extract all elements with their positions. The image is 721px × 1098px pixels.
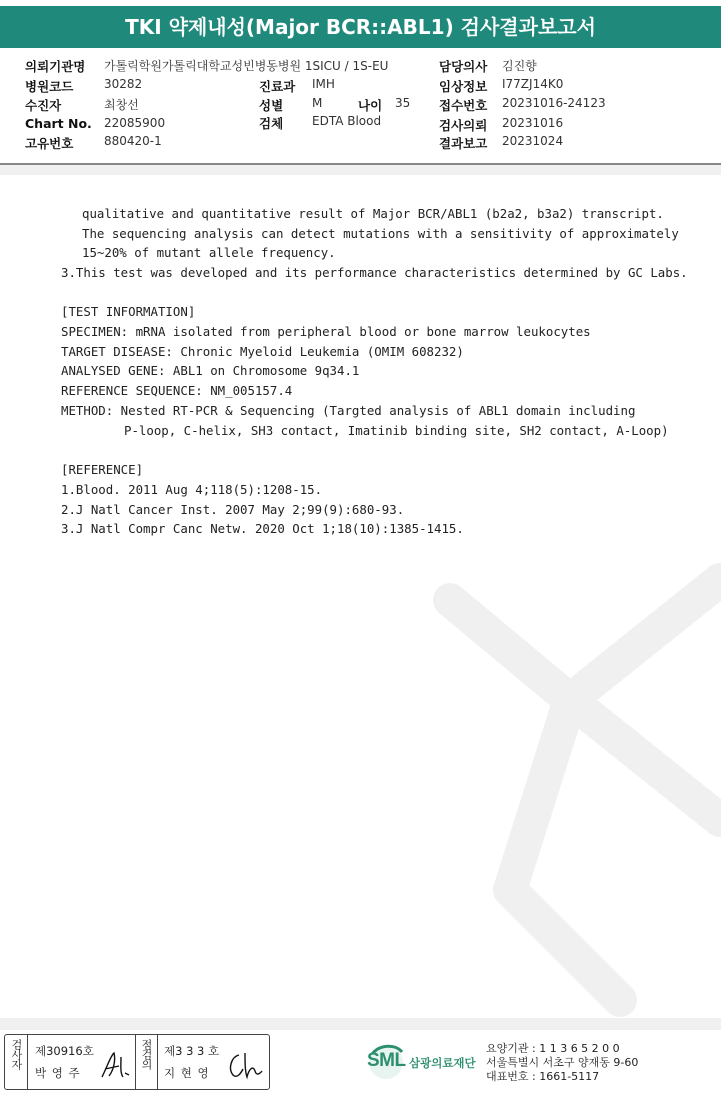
footer-divider	[0, 1018, 721, 1030]
body-line: REFERENCE SEQUENCE: NM_005157.4	[61, 383, 293, 398]
specimen-value: EDTA Blood	[312, 114, 382, 128]
watermark-cross-icon	[390, 560, 721, 1020]
doctor-value: 김진향	[502, 59, 537, 73]
tester-label: 검사자	[10, 1039, 23, 1069]
org-name: 삼광의료재단	[409, 1056, 476, 1070]
clinical-value: I77ZJ14K0	[502, 77, 564, 91]
signature-box	[4, 1034, 270, 1090]
org-line: 서울특별시 서초구 양재동 9-60	[486, 1056, 639, 1069]
department-label: 진료과	[259, 79, 296, 94]
specimen-label: 검체	[259, 116, 284, 131]
request-value: 20231016	[502, 116, 564, 130]
body-line: The sequencing analysis can detect mutations with a sensitivity of approximately	[82, 226, 679, 241]
reference-item: 1.Blood. 2011 Aug 4;118(5):1208-15.	[61, 482, 323, 497]
receipt-label: 접수번호	[439, 98, 488, 113]
hospital-code-label: 병원코드	[25, 79, 74, 94]
body-line: qualitative and quantitative result of Major BCR/ABL1 (b2a2, b3a2) transcript.	[82, 206, 664, 221]
org-line: 요양기관 : 1 1 3 6 5 2 0 0	[486, 1042, 620, 1055]
tester-number: 제30916호	[35, 1044, 94, 1058]
reviewer-label: 점검의	[140, 1039, 153, 1069]
test-info-heading: [TEST INFORMATION]	[61, 304, 196, 319]
report-title: TKI 약제내성(Major BCR::ABL1) 검사결과보고서	[0, 6, 721, 48]
patient-info-header	[0, 50, 721, 163]
unique-value: 880420-1	[104, 134, 162, 148]
department-value: IMH	[312, 77, 335, 91]
reviewer-name: 지 현 영	[164, 1066, 210, 1080]
sml-logo	[366, 1040, 486, 1082]
institution-value: 가톨릭학원가톨릭대학교성빈병동병원 1SICU / 1S-EU	[104, 59, 389, 73]
unique-label: 고유번호	[25, 136, 74, 151]
request-label: 검사의뢰	[439, 118, 488, 133]
result-label: 결과보고	[439, 136, 488, 151]
body-line: TARGET DISEASE: Chronic Myeloid Leukemia (OMIM 608232)	[61, 344, 464, 359]
body-line: SPECIMEN: mRNA isolated from peripheral blood or bone marrow leukocytes	[61, 324, 591, 339]
reference-heading: [REFERENCE]	[61, 462, 144, 477]
chart-value: 22085900	[104, 116, 166, 130]
age-value: 35	[395, 96, 411, 110]
reference-item: 3.J Natl Compr Canc Netw. 2020 Oct 1;18(10):1385-1415.	[61, 521, 464, 536]
receipt-value: 20231016-24123	[502, 96, 606, 110]
body-line: METHOD: Nested RT-PCR & Sequencing (Targted analysis of ABL1 domain including	[61, 403, 636, 418]
hospital-code-value: 30282	[104, 77, 143, 91]
doctor-label: 담당의사	[439, 59, 488, 74]
tester-name: 박 영 주	[35, 1066, 81, 1080]
sex-value: M	[312, 96, 323, 110]
section-gap	[0, 165, 721, 175]
body-line: 15~20% of mutant allele frequency.	[82, 245, 336, 260]
body-line: ANALYSED GENE: ABL1 on Chromosome 9q34.1	[61, 363, 360, 378]
org-line: 대표번호 : 1661-5117	[486, 1070, 600, 1083]
result-value: 20231024	[502, 134, 564, 148]
reviewer-signature-icon	[225, 1047, 265, 1083]
clinical-label: 임상정보	[439, 79, 488, 94]
tester-signature-icon	[99, 1049, 133, 1083]
reference-item: 2.J Natl Cancer Inst. 2007 May 2;99(9):680-93.	[61, 502, 405, 517]
sex-label: 성별	[259, 98, 284, 113]
chart-label: Chart No.	[25, 116, 92, 131]
patient-label: 수진자	[25, 98, 62, 113]
institution-label: 의뢰기관명	[25, 59, 86, 74]
reviewer-number: 제3 3 3 호	[164, 1044, 220, 1058]
body-line: 3.This test was developed and its performance characteristics determined by GC Labs.	[61, 265, 688, 280]
patient-value: 최창선	[104, 98, 139, 112]
logo-text: SML	[367, 1050, 406, 1071]
body-line: P-loop, C-helix, SH3 contact, Imatinib binding site, SH2 contact, A-Loop)	[124, 423, 669, 438]
age-label: 나이	[358, 98, 383, 113]
organization-info	[486, 1042, 638, 1084]
